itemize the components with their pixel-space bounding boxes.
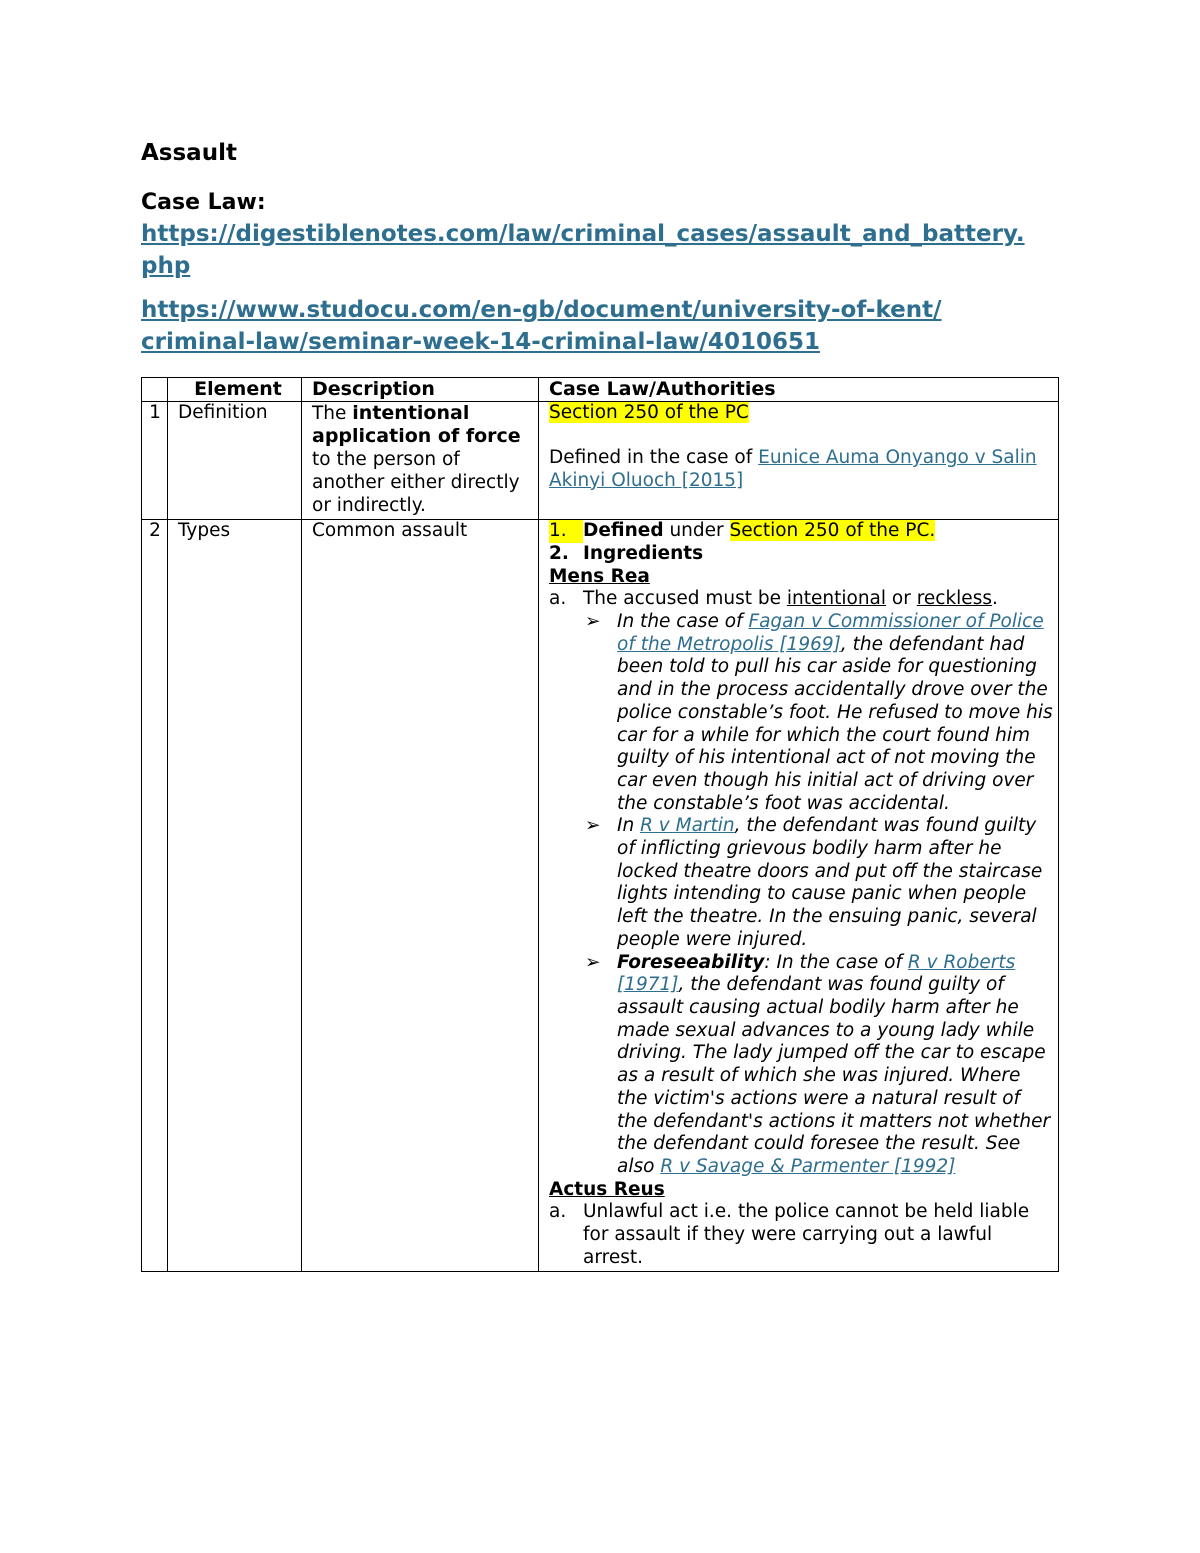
case-link-eunice[interactable]: Eunice Auma Onyango v Salin Akinyi Oluoch [2015] — [549, 447, 1037, 491]
case-link-martin[interactable]: R v Martin — [640, 815, 735, 837]
row-element: Definition — [168, 401, 302, 520]
section-highlight: Section 250 of the PC — [549, 401, 749, 423]
row-element: Types — [168, 520, 302, 1272]
arrow-bullet-icon: ➢ — [585, 611, 601, 633]
header-case-law: Case Law/Authorities — [539, 378, 1059, 402]
list-item: a. The accused must be intentional or reckless. — [549, 588, 998, 610]
header-element: Element — [168, 378, 302, 402]
row-description: Common assault — [302, 520, 539, 1272]
list-item: ➢ In R v Martin, the defendant was found guilty of inflicting grievous bodily harm after he locked theatre doors and put off the staircase lights intending to cause panic when people left the theatre. In the ensuing panic, several people were injured. — [585, 815, 1043, 950]
studocu-link[interactable]: https://www.studocu.com/en-gb/document/university-of-kent/ criminal-law/seminar-week-14-criminal-law/4010651 — [141, 297, 942, 355]
actus-reus-heading: Actus Reus — [549, 1178, 665, 1200]
case-link-fagan[interactable]: Fagan v Commissioner of Police of the Metropolis [1969] — [617, 611, 1044, 655]
assault-table — [141, 377, 1059, 1272]
table-row — [142, 401, 1059, 520]
table-row — [142, 520, 1059, 1272]
document-page — [141, 138, 1061, 358]
row-authorities: Section 250 of the PC Defined in the case of Eunice Auma Onyango v Salin Akinyi Oluoch [2015] — [539, 401, 1059, 520]
page-title: Assault — [141, 140, 237, 166]
list-item: 2. Ingredients — [549, 542, 704, 564]
case-link-savage[interactable]: R v Savage & Parmenter [1992] — [660, 1155, 956, 1177]
row-num: 2 — [142, 520, 168, 1272]
digestiblenotes-link[interactable]: https://digestiblenotes.com/law/criminal_cases/assault_and_battery. php — [141, 221, 1025, 279]
row-num: 1 — [142, 401, 168, 520]
arrow-bullet-icon: ➢ — [585, 815, 601, 837]
table-header-row — [142, 378, 1059, 402]
list-item: ➢ Foreseeability: In the case of R v Roberts [1971], the defendant was found guilty of assault causing actual bodily harm after he made sexual advances to a young lady while driving. The lady jumped off the car to escape as a result of which she was injured. Where the victim's actions were a natural result of the defendant's actions it matters not whether the defendant could foresee the result. See also R v Savage & Parmenter [1992] — [585, 951, 1051, 1177]
case-link-roberts[interactable]: R v Roberts [1971] — [617, 951, 1016, 996]
header-description: Description — [302, 378, 539, 402]
arrow-bullet-icon: ➢ — [585, 951, 601, 973]
row-description: The intentional application of force to the person of another either directly or indirectly. — [302, 401, 539, 520]
list-item: ➢ In the case of Fagan v Commissioner of Police of the Metropolis [1969], the defendant had been told to pull his car aside for questioning and in the process accidentally drove over the police constable’s foot. He refused to move his car for a while for which the court found him guilty of his intentional act of not moving the car even though his initial act of driving over the constable’s foot was accidental. — [585, 611, 1053, 814]
mens-rea-heading: Mens Rea — [549, 565, 650, 587]
row-authorities — [539, 520, 1059, 1272]
case-law-label: Case Law: — [141, 190, 266, 215]
header-num — [142, 378, 168, 402]
list-item: a. Unlawful act i.e. the police cannot be held liable for assault if they were carrying out a lawful arrest. — [549, 1201, 1030, 1268]
list-item: 1. Defined under Section 250 of the PC. — [549, 520, 936, 542]
